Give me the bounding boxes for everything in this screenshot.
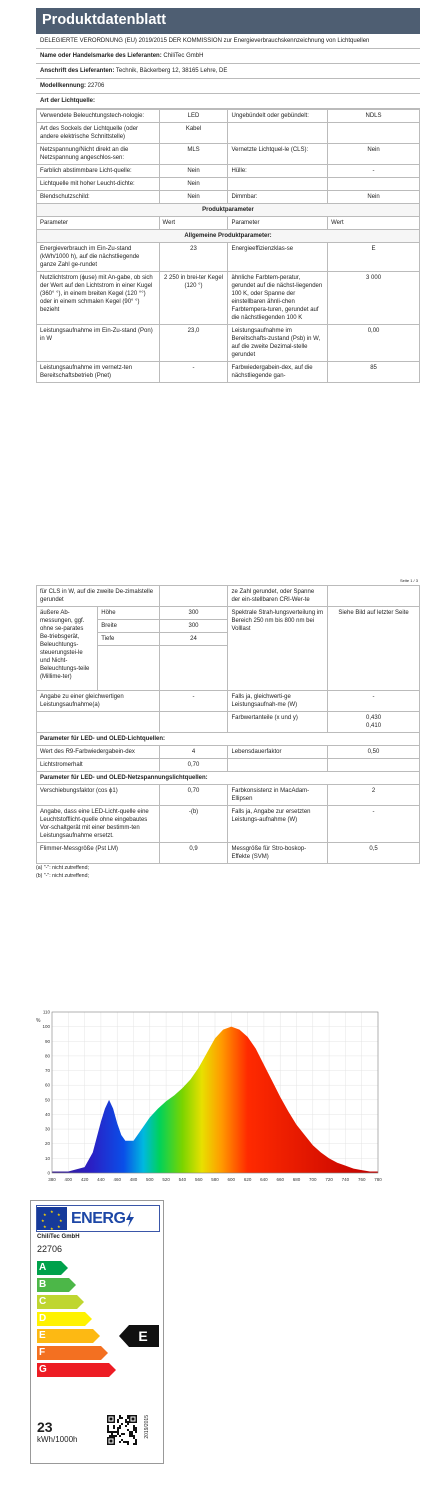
model-value: 22706 — [87, 83, 105, 89]
model-row — [36, 79, 420, 94]
footnote-b: (b) "-": nicht zutreffend; — [36, 873, 89, 879]
light-source-type: Art der Lichtquelle: — [36, 94, 420, 109]
y-tick-label: 90 — [44, 1038, 50, 1044]
x-tick-label: 380 — [48, 1177, 56, 1182]
x-tick-label: 580 — [211, 1177, 219, 1182]
table-row: Lichtstromerhalt 0,70 — [37, 759, 420, 772]
y-tick-label: 10 — [44, 1155, 50, 1161]
table-row: Energieverbrauch im Ein-Zu-stand (kWh/1000 h), auf die nächstliegende ganze Zahl ge-rundet 23 Energieeffizienzklas-se E — [37, 243, 420, 272]
net-params-heading: Parameter für LED- und OLED-Netzspannungslichtquellen: — [37, 772, 420, 785]
regulation-subtitle: DELEGIERTE VERORDNUNG (EU) 2019/2015 DER KOMMISSION zur Energieverbrauchskennzeichnung von Lichtquellen — [36, 34, 420, 49]
eu-flag-icon: ★ ★ ★ ★ ★ ★ ★ ★ — [37, 1207, 67, 1230]
table-row: für CLS in W, auf die zweite De-zimalstelle gerundet ze Zahl gerundet, oder Spanne der ein-stellbaren CRI-Wer-te — [37, 586, 420, 607]
supplier-label: Name oder Handelsmarke des Lieferanten: — [40, 53, 162, 59]
datasheet-page-1 — [36, 8, 420, 583]
y-tick-label: 40 — [44, 1111, 50, 1117]
table-row: äußere Ab-messungen, ggf. ohne se-parates Be-triebsgerät, Beleuchtungs-steuerungstei-le und Nicht-Beleuchtungs-teile (Millime-ter) Höhe 300 Spektrale Strah-lungsverteilung im Bereich 250 nm bis 800 nm bei Volllast Siehe Bild auf letzter Seite — [37, 607, 420, 620]
led-params-heading: Parameter für LED- und OLED-Lichtquellen: — [37, 733, 420, 746]
y-tick-label: 50 — [44, 1097, 50, 1103]
efficiency-class-d — [37, 1312, 85, 1326]
efficiency-class-letter: C — [39, 1296, 47, 1307]
table-row: Leistungsaufnahme im vernetz-ten Bereitschaftsbetrieb (Pnet) - Farbwiedergabein-dex, auf die nächstliegende gan- 85 — [37, 362, 420, 383]
x-tick-label: 520 — [162, 1177, 170, 1182]
x-tick-label: 600 — [227, 1177, 236, 1182]
current-class-arrow — [119, 1325, 159, 1347]
y-tick-label: 110 — [42, 1009, 50, 1015]
x-tick-label: 700 — [309, 1177, 317, 1182]
x-tick-label: 680 — [292, 1177, 301, 1182]
x-tick-label: 720 — [325, 1177, 333, 1182]
table-row: Farblich abstimmbare Licht-quelle: Nein Hülle: - — [37, 165, 420, 178]
model-label: Modellkennung: — [40, 83, 86, 89]
table-row: Angabe, dass eine LED-Licht-quelle eine Leuchtstofflicht-quelle ohne eingebautes Vor-schaltgerät mit einer bestimm-ten Leistungsaufnahme ersetzt. -(b) Falls ja, Angabe zur ersetzten Leistungs-aufnahme (W) - — [37, 806, 420, 843]
efficiency-class-letter: A — [39, 1262, 47, 1273]
x-tick-label: 460 — [113, 1177, 121, 1182]
x-tick-label: 480 — [129, 1177, 138, 1182]
supplier-row — [36, 49, 420, 64]
label-supplier: ChiliTec GmbH — [37, 1234, 80, 1240]
table-row: Flimmer-Messgröße (Pst LM) 0,9 Messgröße für Stro-boskop-Effekte (SVM) 0,5 — [37, 843, 420, 864]
efficiency-class-e — [37, 1329, 93, 1343]
y-tick-label: 0 — [47, 1170, 50, 1176]
energy-label — [30, 1200, 164, 1464]
table-header: Parameter Wert Parameter Wert — [37, 217, 420, 230]
y-tick-label: 60 — [44, 1082, 50, 1088]
footnote-a: (a) "-": nicht zutreffend; — [36, 865, 89, 871]
energy-consumption-value: 23 — [37, 1419, 53, 1435]
address-value: Technik, Bäckerberg 12, 38165 Lehre, DE — [115, 68, 228, 74]
x-tick-label: 400 — [64, 1177, 73, 1182]
efficiency-class-letter: G — [39, 1364, 47, 1375]
general-params-heading: Allgemeine Produktparameter: — [37, 230, 420, 243]
table-row: Wert des R9-Farbwiedergabein-dex 4 Lebensdauerfaktor 0,50 — [37, 746, 420, 759]
x-tick-label: 540 — [178, 1177, 187, 1182]
table-row: Verwendete Beleuchtungstech-nologie: LED Ungebündelt oder gebündelt: NDLS — [37, 110, 420, 123]
x-tick-label: 560 — [194, 1177, 203, 1182]
x-tick-label: 640 — [260, 1177, 268, 1182]
table-row: Lichtquelle mit hoher Leucht-dichte: Nein — [37, 178, 420, 191]
y-tick-label: 100 — [42, 1024, 50, 1030]
datasheet-page-2 — [36, 585, 420, 995]
x-tick-label: 620 — [243, 1177, 252, 1182]
table-row: Breite 300 — [37, 620, 420, 633]
table-row: Verschiebungsfaktor (cos ϕ1) 0,70 Farbkonsistenz in MacAdam-Ellipsen 2 — [37, 785, 420, 806]
y-tick-labels — [42, 1010, 50, 1176]
table-row: Blendschutzschild: Nein Dimmbar: Nein — [37, 191, 420, 204]
efficiency-class-f — [37, 1346, 101, 1360]
supplier-value: ChiliTec GmbH — [163, 53, 204, 59]
y-tick-label: 20 — [44, 1141, 50, 1147]
table-row: Art des Sockels der Lichtquelle (oder andere elektrische Schnittstelle) Kabel — [37, 123, 420, 144]
x-tick-label: 780 — [374, 1177, 382, 1182]
table-row: Angabe zu einer gleichwertigen Leistungsaufnahme(a) - Falls ja, gleichwerti-ge Leistungsaufnah-me (W) - — [37, 691, 420, 712]
y-tick-label: 30 — [44, 1126, 50, 1132]
product-params-heading: Produktparameter — [37, 204, 420, 217]
x-tick-labels — [48, 1177, 382, 1182]
x-tick-label: 740 — [341, 1177, 350, 1182]
address-row — [36, 64, 420, 79]
current-class: E — [138, 1328, 148, 1344]
address-label: Anschrift des Lieferanten: — [40, 68, 115, 74]
light-source-table — [36, 109, 420, 383]
spectral-distribution-chart — [30, 1008, 384, 1191]
energy-brand: ENERG — [71, 1209, 126, 1227]
efficiency-class-g — [37, 1363, 109, 1377]
efficiency-class-b — [37, 1278, 69, 1292]
efficiency-class-letter: D — [39, 1313, 47, 1324]
y-tick-label: 80 — [44, 1053, 50, 1059]
efficiency-class-letter: F — [39, 1347, 46, 1358]
label-header — [36, 1205, 160, 1232]
efficiency-class-c — [37, 1295, 77, 1309]
table-row: Netzspannung/Nicht direkt an die Netzspannung angeschlos-sen: MLS Vernetzte Lichtquel-le (CLS): Nein — [37, 144, 420, 165]
table-row: Leistungsaufnahme im Ein-Zu-stand (Pon) in W 23,0 Leistungsaufnahme im Bereitschafts-zustand (Psb) in W, auf die zweite Dezimal-stelle gerundet 0,00 — [37, 325, 420, 362]
lightning-icon — [125, 1211, 135, 1227]
params-table-continued — [36, 585, 420, 864]
y-axis-label: % — [36, 1018, 41, 1024]
x-tick-label: 660 — [276, 1177, 284, 1182]
label-model: 22706 — [37, 1244, 63, 1254]
efficiency-class-a — [37, 1261, 61, 1275]
page-number: Seite 1 / 3 — [399, 578, 418, 583]
table-row: Farbwertanteile (x und y) 0,430 0,410 — [37, 712, 420, 733]
energy-consumption-unit: kWh/1000h — [37, 1435, 78, 1444]
y-tick-label: 70 — [44, 1068, 50, 1074]
regulation-year: 2019/2015 — [144, 1415, 150, 1439]
efficiency-class-letter: E — [39, 1330, 46, 1341]
table-row: Nutzlichtstrom (ϕuse) mit An-gabe, ob sich der Wert auf den Lichtstrom in einer Kugel (360° °), in einem breiten Kegel (120 °°) oder in einem schmalen Kegel (90° °) bezieht 2 250 in brei-ter Kegel (120 °) ähnliche Farbtem-peratur, gerundet auf die nächst-liegenden 100 K, oder Spanne der einstellbaren ähnli-chen Farbtempera-turen, gerundet auf die nächstliegenden 100 K 3 000 — [37, 272, 420, 325]
x-tick-label: 420 — [80, 1177, 89, 1182]
x-tick-label: 500 — [146, 1177, 154, 1182]
table-row: Tiefe 24 — [37, 633, 420, 646]
qr-code-icon — [107, 1415, 137, 1445]
x-tick-label: 440 — [97, 1177, 105, 1182]
efficiency-scale — [37, 1261, 161, 1380]
x-tick-label: 760 — [357, 1177, 366, 1182]
efficiency-class-letter: B — [39, 1279, 47, 1290]
page-title: Produktdatenblatt — [36, 8, 420, 34]
